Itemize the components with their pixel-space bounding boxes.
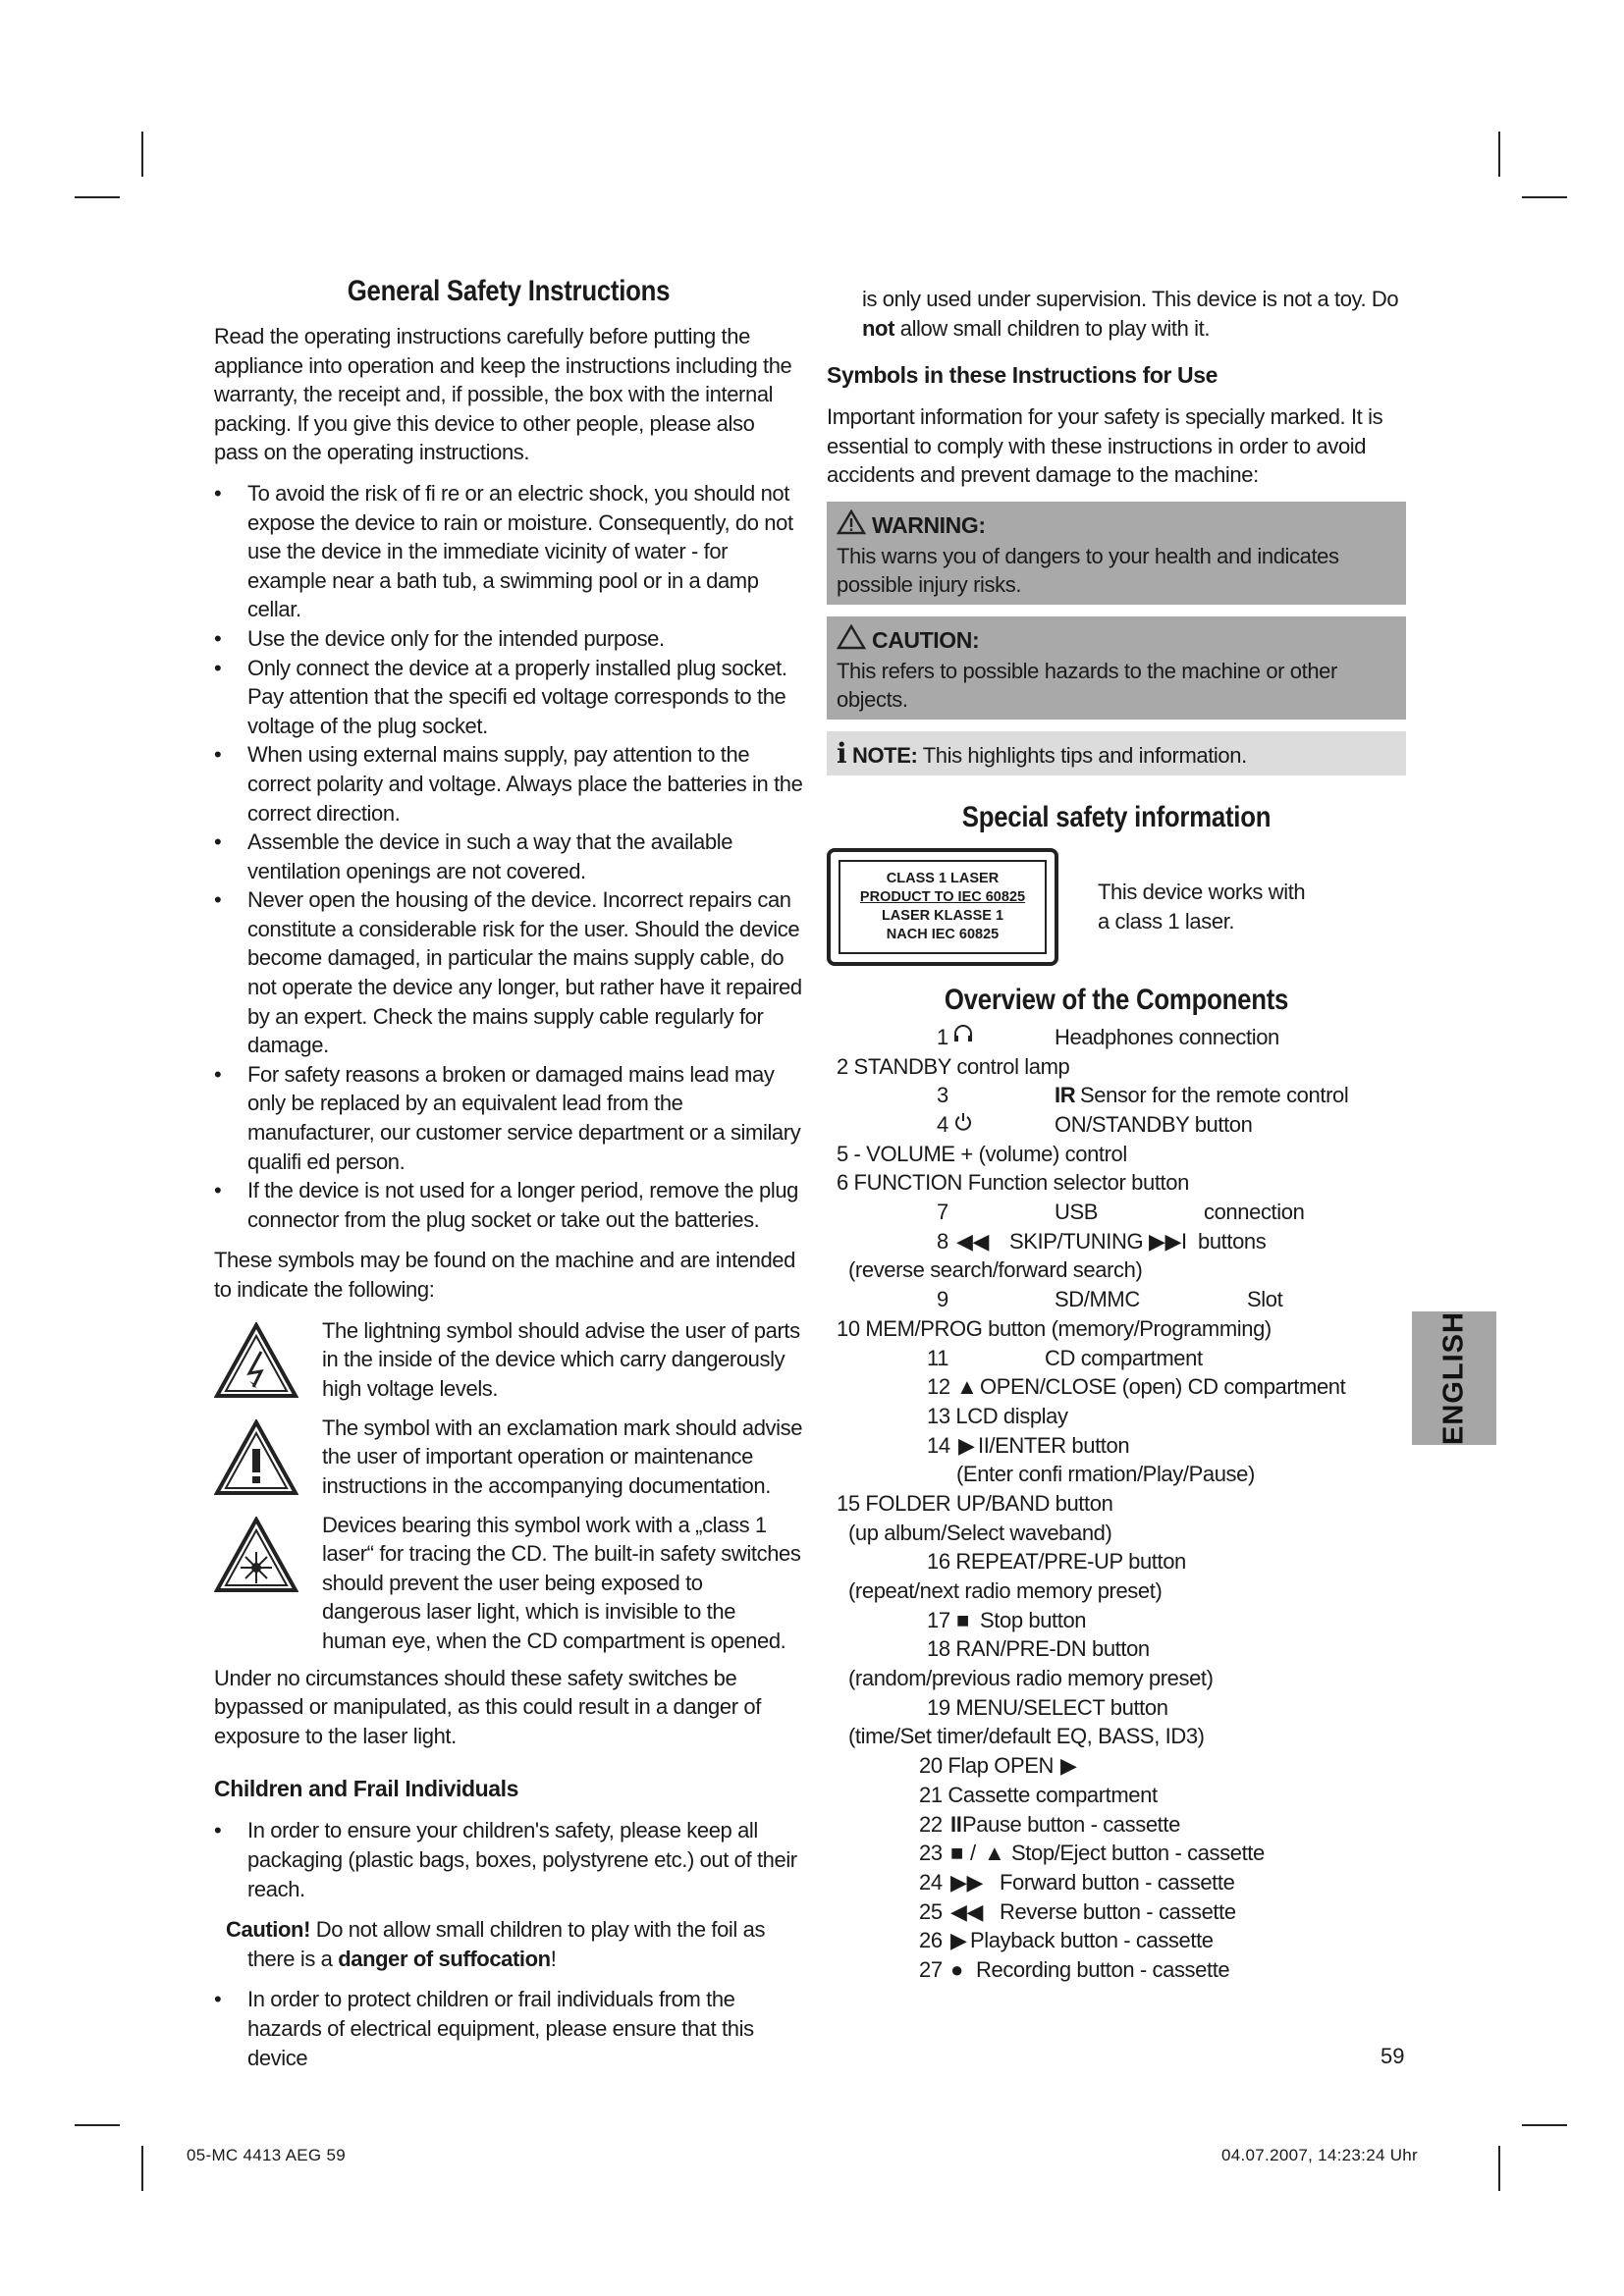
component-row — [827, 1897, 1406, 1927]
caution-box — [827, 616, 1406, 720]
crop-mark — [1498, 132, 1500, 177]
laser-label-line: NACH IEC 60825 — [886, 926, 1000, 942]
comp-text: (reverse search/forward search) — [848, 1257, 1143, 1283]
eject-icon: ▲ — [956, 1374, 978, 1400]
crop-mark — [1522, 196, 1567, 198]
stop-icon: ■ — [950, 1841, 963, 1866]
comp-text: Stop/Eject button - cassette — [1011, 1841, 1265, 1866]
safety-bullets — [214, 479, 803, 1234]
footer-right: 04.07.2007, 14:23:24 Uhr — [1221, 2146, 1419, 2164]
exclamation-warning-icon — [214, 1414, 308, 1501]
component-row — [827, 1372, 1406, 1402]
comp-text: (Enter confi rmation/Play/Pause) — [956, 1462, 1255, 1487]
comp-text: / — [970, 1841, 976, 1866]
caution-text: This refers to possible hazards to the machine or other objects. — [837, 658, 1337, 712]
footer-left: 05-MC 4413 AEG 59 — [187, 2146, 346, 2164]
comp-text: Slot — [1247, 1287, 1283, 1312]
comp-text: Stop button — [980, 1607, 1087, 1632]
continued-paragraph — [827, 285, 1406, 343]
overview-title: Overview of the Components — [944, 983, 1289, 1016]
comp-text: Forward button - cassette — [1000, 1869, 1235, 1895]
component-row — [827, 1081, 1406, 1110]
exclamation-symbol-text: The symbol with an exclamation mark should advise the user of important operation or maintenance instructions in the accompanying documentation. — [322, 1415, 803, 1498]
component-row — [827, 1460, 1406, 1489]
caution-title: CAUTION: — [872, 626, 980, 653]
component-row — [827, 1606, 1406, 1635]
note-text: This highlights tips and information. — [917, 742, 1247, 768]
comp-num: 8 — [937, 1228, 948, 1254]
continued-end: allow small children to play with it. — [894, 315, 1211, 341]
note-title: NOTE: — [851, 742, 918, 768]
power-icon — [954, 1110, 972, 1140]
comp-text: 5 - VOLUME + (volume) control — [837, 1141, 1127, 1166]
warning-text: This warns you of dangers to your health and indicates possible injury risks. — [837, 543, 1339, 597]
comp-num: 25 — [919, 1898, 943, 1924]
comp-num: 27 — [919, 1956, 943, 1982]
play-icon: ▶ — [950, 1928, 967, 1953]
comp-text: Sensor for the remote control — [1080, 1083, 1349, 1108]
comp-text: 15 FOLDER UP/BAND button — [837, 1490, 1113, 1516]
comp-text: (up album/Select waveband) — [848, 1520, 1112, 1545]
comp-text: buttons — [1198, 1228, 1267, 1254]
right-column — [827, 275, 1406, 1985]
play-icon: ▶ — [958, 1432, 975, 1458]
component-row — [827, 1781, 1406, 1810]
comp-text: USB — [1055, 1200, 1099, 1225]
comp-text: 16 REPEAT/PRE-UP button — [927, 1549, 1186, 1575]
bullet-item: • When using external mains supply, pay attention to the correct polarity and voltage. Always place the batteries in the correct direction. — [214, 740, 803, 828]
comp-text: SD/MMC — [1055, 1287, 1140, 1312]
warning-triangle-icon — [837, 509, 866, 542]
comp-num: 11 — [927, 1345, 949, 1370]
comp-text: (time/Set timer/default EQ, BASS, ID3) — [848, 1724, 1205, 1749]
crop-mark — [141, 2146, 143, 2191]
component-row — [827, 1314, 1406, 1344]
comp-text: ON/STANDBY button — [1055, 1112, 1253, 1138]
intro-paragraph: Read the operating instructions carefully before putting the appliance into operation and keep the instructions including the warranty, the receipt and, if possible, the box with the internal packing. If you give this device to other people, please also pass on the operating instructions. — [214, 324, 792, 465]
lightning-symbol-text: The lightning symbol should advise the user of parts in the inside of the device which carry dangerously high voltage levels. — [322, 1317, 800, 1401]
comp-text: SKIP/TUNING — [1009, 1228, 1144, 1254]
laser-warning-icon — [214, 1511, 308, 1656]
forward-skip-icon: ▶▶I — [1149, 1228, 1187, 1254]
comp-num: 24 — [919, 1869, 943, 1895]
component-row — [827, 1285, 1406, 1314]
stop-icon: ■ — [956, 1607, 969, 1632]
component-row — [827, 1023, 1406, 1052]
symbols-intro: These symbols may be found on the machine and are intended to indicate the following: — [214, 1248, 795, 1302]
record-icon: ● — [950, 1956, 963, 1982]
component-row — [827, 1255, 1406, 1285]
caution-paragraph — [214, 1915, 803, 1973]
bullet-item: • Assemble the device in such a way that the available ventilation openings are not covered. — [214, 828, 803, 885]
language-tab — [1412, 1311, 1496, 1445]
lightning-warning-icon — [214, 1316, 308, 1404]
comp-text: Reverse button - cassette — [1000, 1898, 1236, 1924]
comp-num: 3 — [937, 1083, 948, 1108]
reverse-skip-icon: ◀◀ — [956, 1228, 990, 1254]
bullet-item: • Use the device only for the intended purpose. — [214, 624, 803, 654]
protect-bullets — [214, 1985, 803, 2072]
caution-end: ! — [550, 1946, 557, 1971]
switches-paragraph: Under no circumstances should these safety switches be bypassed or manipulated, as this could result in a danger of exposure to the laser light. — [214, 1665, 761, 1748]
comp-text: connection — [1204, 1200, 1305, 1225]
laser-label-line: PRODUCT TO IEC 60825 — [859, 888, 1026, 905]
component-row — [827, 1431, 1406, 1461]
comp-text: (repeat/next radio memory preset) — [848, 1578, 1163, 1604]
bullet-item: • In order to protect children or frail individuals from the hazards of electrical equipment, please ensure that this device — [214, 1985, 803, 2072]
comp-text: Pause button - cassette — [962, 1811, 1180, 1837]
crop-mark — [75, 2124, 120, 2126]
pause-symbol: II — [950, 1811, 962, 1837]
comp-text: Recording button - cassette — [976, 1956, 1230, 1982]
component-row — [827, 1110, 1406, 1140]
children-bullets — [214, 1816, 803, 1903]
component-row — [827, 1693, 1406, 1723]
component-row — [827, 1634, 1406, 1664]
comp-text: OPEN/CLOSE (open) CD compartment — [980, 1374, 1346, 1400]
crop-mark — [141, 132, 143, 177]
headphones-icon — [952, 1023, 974, 1052]
comp-num: 22 — [919, 1811, 943, 1837]
comp-num: 23 — [919, 1841, 943, 1866]
component-row — [827, 1227, 1406, 1256]
laser-class-label — [827, 848, 1058, 966]
component-row — [827, 1868, 1406, 1897]
component-row — [827, 1344, 1406, 1373]
comp-text: (random/previous radio memory preset) — [848, 1666, 1214, 1691]
component-row — [827, 1576, 1406, 1606]
comp-text: Playback button - cassette — [970, 1928, 1214, 1953]
children-title: Children and Frail Individuals — [214, 1776, 519, 1802]
comp-num: 17 — [927, 1607, 950, 1632]
general-safety-title: General Safety Instructions — [347, 275, 671, 307]
continued-text: is only used under supervision. This device is not a toy. Do — [862, 287, 1399, 311]
comp-text: 20 Flap OPEN — [919, 1753, 1055, 1779]
lightning-symbol-block — [214, 1316, 803, 1404]
laser-text-line: a class 1 laser. — [1098, 908, 1235, 934]
bullet-item: • In order to ensure your children's safety, please keep all packaging (plastic bags, boxes, polystyrene etc.) out of their reach. — [214, 1816, 803, 1903]
comp-text: CD compartment — [1045, 1345, 1203, 1370]
laser-info — [827, 848, 1406, 966]
laser-label-line: CLASS 1 LASER — [886, 870, 1000, 886]
comp-num: 14 — [927, 1432, 950, 1458]
not-emphasis: not — [862, 315, 895, 341]
laser-text-line: This device works with — [1098, 879, 1306, 904]
comp-text: 10 MEM/PROG button (memory/Programming) — [837, 1315, 1272, 1341]
comp-text: IR — [1055, 1083, 1076, 1108]
comp-num: 9 — [937, 1287, 948, 1312]
crop-mark — [1498, 2146, 1500, 2191]
caution-text: Do not allow small children to play with the foil as there is a — [247, 1917, 766, 1971]
comp-text: 2 STANDBY control lamp — [837, 1053, 1070, 1079]
component-row — [827, 1519, 1406, 1548]
comp-num: 7 — [937, 1200, 948, 1225]
component-row — [827, 1402, 1406, 1431]
comp-num: 1 — [937, 1024, 948, 1049]
warning-title: WARNING: — [872, 511, 986, 538]
comp-num: 26 — [919, 1928, 943, 1953]
comp-text: 21 Cassette compartment — [919, 1782, 1158, 1807]
crop-mark — [1522, 2124, 1567, 2126]
warning-box — [827, 502, 1406, 605]
info-icon: i — [837, 736, 847, 770]
component-row — [827, 1489, 1406, 1519]
crop-mark — [75, 196, 120, 198]
components-list — [827, 1023, 1406, 1985]
exclamation-symbol-block — [214, 1414, 803, 1501]
comp-text: 13 LCD display — [927, 1403, 1068, 1428]
laser-description — [1058, 878, 1305, 936]
caution-triangle-icon — [837, 624, 866, 657]
suffocation-warning: danger of suffocation — [338, 1946, 551, 1971]
component-row — [827, 1664, 1406, 1693]
bullet-item: • If the device is not used for a longer period, remove the plug connector from the plug socket or take out the batteries. — [214, 1176, 803, 1234]
bullet-item: • Never open the housing of the device. Incorrect repairs can constitute a considerable risk for the user. Should the device become damaged, in particular the mains supply cable, do not operate the device any longer, but rather have it repaired by an expert. Check the mains supply cable regularly for damage. — [214, 885, 803, 1060]
laser-symbol-text: Devices bearing this symbol work with a „class 1 laser“ for tracing the CD. The built-in safety switches should prevent the user being exposed to dangerous laser light, which is invisible to the human eye, when the CD compartment is opened. — [322, 1512, 801, 1653]
language-tab-label: ENGLISH — [1437, 1311, 1470, 1445]
comp-text: 6 FUNCTION Function selector button — [837, 1170, 1189, 1196]
component-row — [827, 1052, 1406, 1082]
component-row — [827, 1810, 1406, 1840]
component-row — [827, 1751, 1406, 1781]
left-column — [214, 275, 803, 2084]
comp-text: 19 MENU/SELECT button — [927, 1694, 1168, 1720]
rewind-icon: ◀◀ — [950, 1898, 984, 1924]
caution-label: Caution! — [226, 1917, 311, 1943]
component-row — [827, 1168, 1406, 1198]
note-box — [827, 731, 1406, 775]
eject-icon: ▲ — [984, 1841, 1005, 1866]
bullet-item: • To avoid the risk of fi re or an electric shock, you should not expose the device to rain or moisture. Consequently, do not use the device in the immediate vicinity of water - for example near a bath tub, a swimming pool or in a damp cellar. — [214, 479, 803, 624]
bullet-item: • Only connect the device at a properly installed plug socket. Pay attention that the specifi ed voltage corresponds to the voltage of the plug socket. — [214, 654, 803, 741]
play-icon: ▶ — [1060, 1753, 1077, 1779]
component-row — [827, 1955, 1406, 1985]
comp-text: II/ENTER button — [978, 1432, 1130, 1458]
page-number: 59 — [1380, 2044, 1405, 2068]
component-row — [827, 1722, 1406, 1751]
component-row — [827, 1140, 1406, 1169]
component-row — [827, 1198, 1406, 1227]
component-row — [827, 1839, 1406, 1868]
symbols-title: Symbols in these Instructions for Use — [827, 362, 1218, 389]
comp-num: 4 — [937, 1112, 948, 1138]
special-safety-title: Special safety information — [961, 800, 1272, 833]
comp-text: 18 RAN/PRE-DN button — [927, 1636, 1150, 1662]
component-row — [827, 1926, 1406, 1955]
component-row — [827, 1547, 1406, 1576]
comp-num: 12 — [927, 1374, 950, 1400]
laser-label-line: LASER KLASSE 1 — [881, 907, 1004, 924]
bullet-item: • For safety reasons a broken or damaged mains lead may only be replaced by an equivalent lead from the manufacturer, our customer service department or a similary qualifi ed person. — [214, 1060, 803, 1176]
fast-forward-icon: ▶▶ — [950, 1869, 984, 1895]
symbols-paragraph: Important information for your safety is specially marked. It is essential to comply with these instructions in order to avoid accidents and prevent damage to the machine: — [827, 404, 1383, 488]
laser-symbol-block — [214, 1511, 803, 1656]
comp-text: Headphones connection — [1055, 1024, 1279, 1049]
